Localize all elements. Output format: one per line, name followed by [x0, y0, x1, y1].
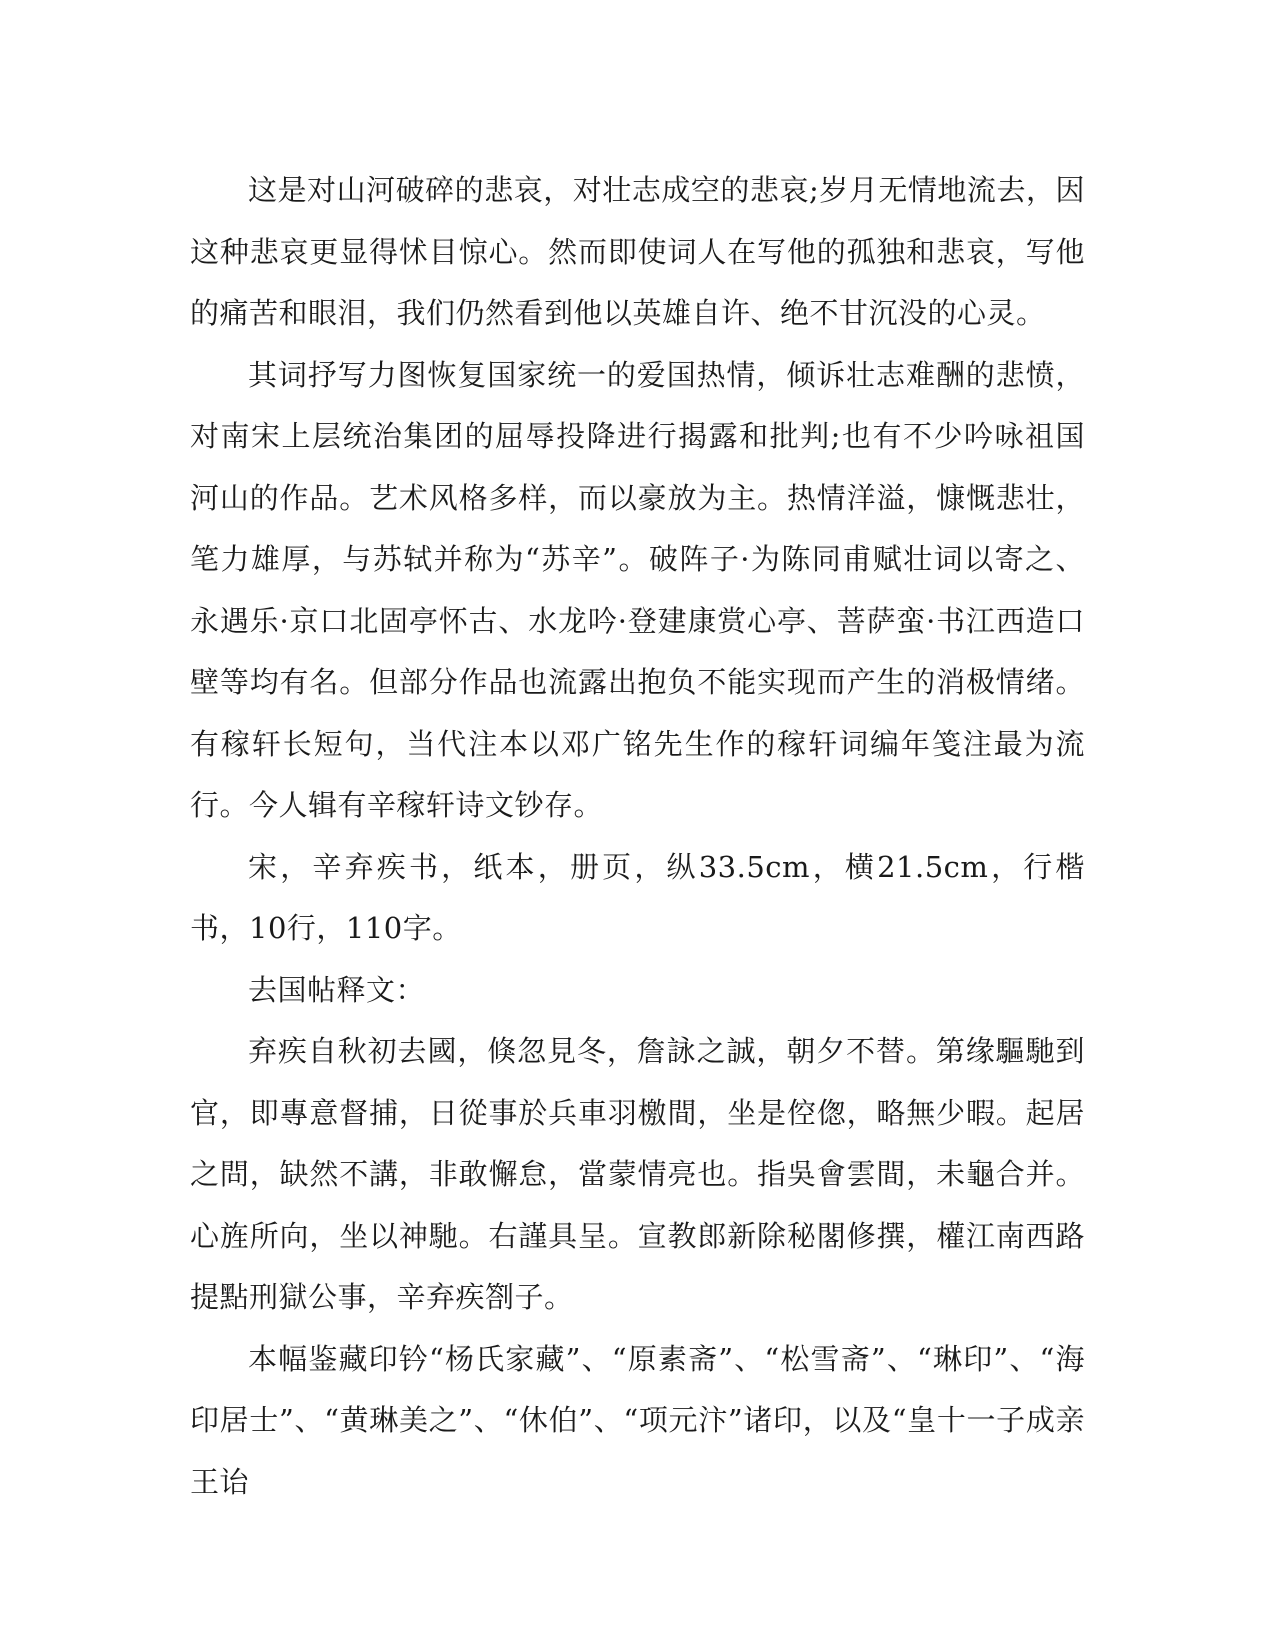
document-body [190, 160, 1085, 1513]
paragraph-transcription-heading: 去国帖释文： [248, 972, 426, 1007]
paragraph-calligraphy-info: 宋，辛弃疾书，纸本，册页，纵33.5cm，横21.5cm，行楷书，10行，110字。 [190, 849, 1085, 945]
paragraph-ci-poetry: 其词抒写力图恢复国家统一的爱国热情，倾诉壮志难酬的悲愤，对南宋上层统治集团的屈辱投降进行揭露和批判;也有不少吟咏祖国河山的作品。艺术风格多样，而以豪放为主。热情洋溢，慷慨悲壮，笔力雄厚，与苏轼并称为“苏辛”。破阵子·为陈同甫赋壮词以寄之、永遇乐·京口北固亭怀古、水龙吟·登建康赏心亭、菩萨蛮·书江西造口壁等均有名。但部分作品也流露出抱负不能实现而产生的消极情绪。有稼轩长短句，当代注本以邓广铭先生作的稼轩词编年笺注最为流行。今人辑有辛稼轩诗文钞存。 [190, 357, 1085, 822]
paragraph-seals: 本幅鉴藏印钤“杨氏家藏”、“原素斋”、“松雪斋”、“琳印”、“海印居士”、“黄琳美之”、“休伯”、“项元汴”诸印，以及“皇十一子成亲王诒 [190, 1341, 1085, 1499]
paragraph-lament: 这是对山河破碎的悲哀，对壮志成空的悲哀;岁月无情地流去，因这种悲哀更显得怵目惊心。然而即使词人在写他的孤独和悲哀，写他的痛苦和眼泪，我们仍然看到他以英雄自许、绝不甘沉没的心灵。 [190, 173, 1085, 330]
paragraph-transcription: 弃疾自秋初去國，倏忽見冬，詹詠之誠，朝夕不替。第缘驅馳到官，即專意督捕，日從事於兵車羽檄間，坐是倥偬，略無少暇。起居之問，缺然不講，非敢懈怠，當蒙情亮也。指吳會雲間，未龜合并。心旌所向，坐以神馳。右謹具呈。宣教郎新除秘閣修撰，權江南西路提點刑獄公事，辛弃疾劄子。 [190, 1034, 1085, 1314]
